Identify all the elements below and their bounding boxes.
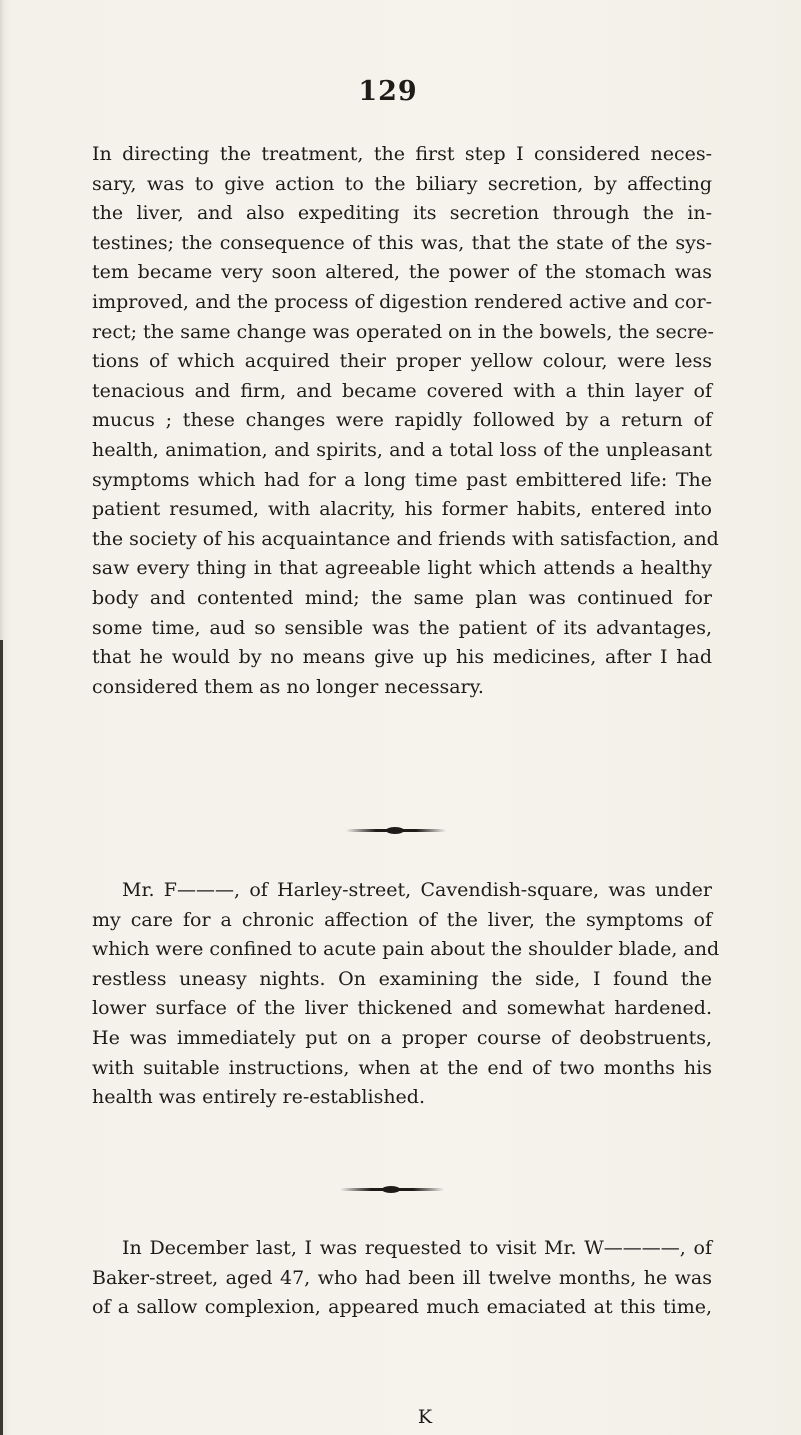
text-line: In directing the treatment, the first step I considered neces-	[92, 143, 712, 165]
text-line: mucus ; these changes were rapidly followed by a return of	[92, 409, 712, 432]
text-line: saw every thing in that agreeable light which attends a healthy	[92, 557, 712, 580]
text-line: health, animation, and spirits, and a total loss of the unpleasant	[92, 438, 712, 461]
paragraph-1	[92, 140, 719, 702]
text-line: considered them as no longer necessary.	[92, 675, 484, 698]
text-line: that he would by no means give up his medicines, after I had	[92, 646, 712, 669]
text-line: the liver, and also expediting its secretion through the in-	[92, 202, 712, 225]
section-divider-ornament	[346, 829, 446, 832]
text-line: He was immediately put on a proper course of deobstruents,	[92, 1026, 712, 1049]
text-line: lower surface of the liver thickened and somewhat hardened.	[92, 997, 712, 1020]
section-divider-ornament	[340, 1188, 444, 1191]
text-line: patient resumed, with alacrity, his former habits, entered into	[92, 498, 712, 521]
text-line: rect; the same change was operated on in the bowels, the secre-	[92, 320, 714, 343]
text-line: restless uneasy nights. On examining the side, I found the	[92, 967, 712, 990]
text-line: tem became very soon altered, the power of the stomach was	[92, 261, 712, 284]
text-line: body and contented mind; the same plan was continued for	[92, 586, 712, 609]
text-line: my care for a chronic affection of the liver, the symptoms of	[92, 908, 712, 931]
text-line: testines; the consequence of this was, that the state of the sys-	[92, 231, 712, 254]
page-number: 129	[358, 76, 418, 107]
paragraph-2	[92, 876, 720, 1113]
text-line: with suitable instructions, when at the end of two months his	[92, 1056, 712, 1079]
text-line: the society of his acquaintance and friends with satisfaction, and	[92, 527, 719, 550]
text-line: In December last, I was requested to visit Mr. W————, of	[122, 1237, 712, 1259]
text-line: tenacious and firm, and became covered with a thin layer of	[92, 379, 712, 402]
text-line: improved, and the process of digestion rendered active and cor-	[92, 290, 712, 313]
page-edge-shadow	[0, 640, 3, 1435]
text-line: Baker-street, aged 47, who had been ill twelve months, he was	[92, 1266, 712, 1289]
text-line: which were confined to acute pain about the shoulder blade, and	[92, 938, 720, 961]
signature-mark: K	[417, 1406, 433, 1428]
text-line: of a sallow complexion, appeared much emaciated at this time,	[92, 1296, 712, 1319]
paragraph-3	[92, 1234, 712, 1323]
text-line: tions of which acquired their proper yellow colour, were less	[92, 350, 712, 373]
text-line: Mr. F———, of Harley-street, Cavendish-square, was under	[122, 879, 712, 901]
text-line: symptoms which had for a long time past embittered life: The	[92, 468, 712, 491]
text-line: health was entirely re-established.	[92, 1086, 426, 1109]
text-line: some time, aud so sensible was the patient of its advantages,	[92, 616, 712, 639]
text-line: sary, was to give action to the biliary secretion, by affecting	[92, 172, 712, 195]
